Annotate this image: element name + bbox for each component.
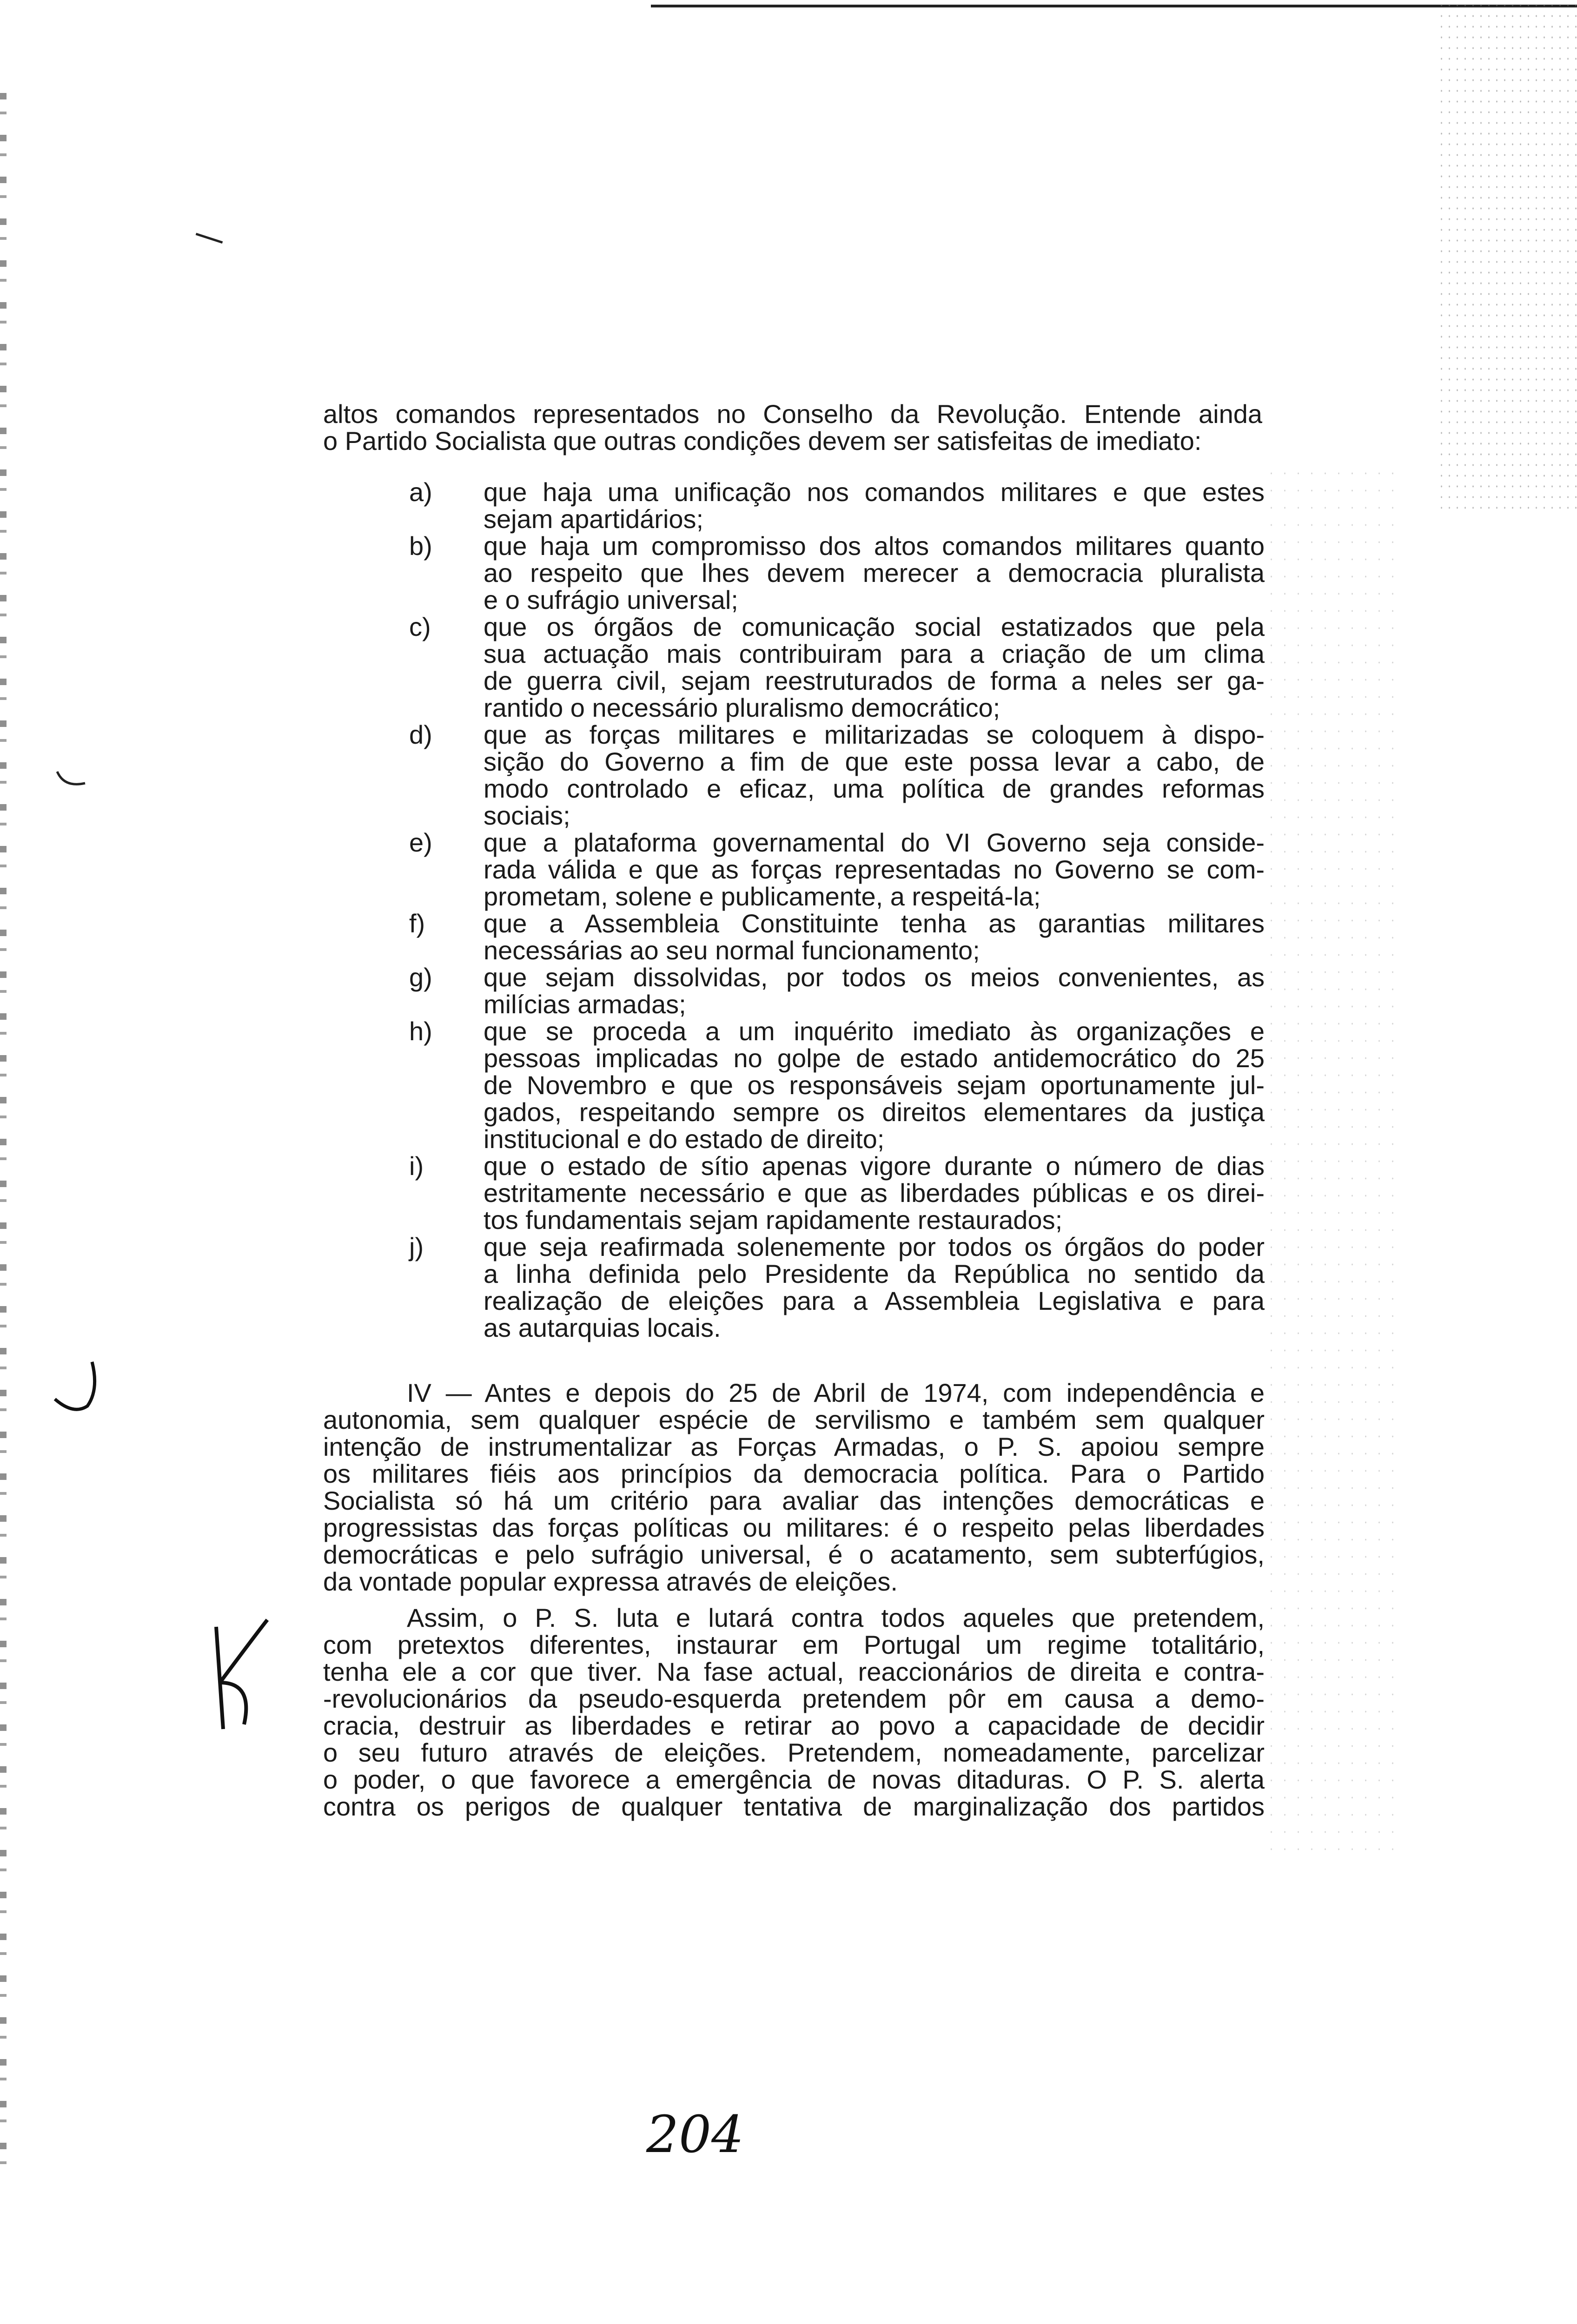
paragraph-line: os militares fiéis aos princípios da democracia política. Para o Partido [323,1459,1265,1488]
list-item [323,964,1265,1018]
paragraph-line: Socialista só há um critério para avaliar das intenções democráticas e [323,1486,1265,1515]
list-item-line: que se proceda a um inquérito imediato às organizações e [484,1017,1265,1046]
list-item-line: sua actuação mais contribuiram para a criação de um clima [484,639,1265,668]
paragraph-line: democráticas e pelo sufrágio universal, é o acatamento, sem subterfúgios, [323,1540,1265,1569]
list-item-line: institucional e do estado de direito; [484,1124,885,1154]
list-item-line: as autarquias locais. [484,1313,721,1342]
list-item-line: modo controlado e eficaz, uma política de grandes reformas [484,774,1265,803]
paragraph-line: contra os perigos de qualquer tentativa de marginalização dos partidos [323,1792,1265,1821]
paragraph-line: Assim, o P. S. luta e lutará contra todos aqueles que pretendem, [407,1603,1265,1632]
scan-left-edge [0,93,7,2185]
list-item-line: de guerra civil, sejam reestruturados de forma a neles ser ga- [484,666,1265,695]
handwritten-dash-mark [196,233,223,244]
list-item [323,721,1265,829]
list-item-label: e) [409,828,432,857]
list-item-line: sejam apartidários; [484,504,704,534]
conditions-list [323,479,1265,1341]
paragraph-line: tenha ele a cor que tiver. Na fase actual, reaccionários de direita e contra- [323,1657,1265,1686]
list-item [323,614,1265,721]
list-item-line: e o sufrágio universal; [484,585,738,614]
list-item [323,829,1265,910]
list-item-label: j) [409,1232,424,1261]
list-item [323,1018,1265,1153]
list-item-label: a) [409,477,432,507]
list-item [323,1153,1265,1234]
list-item-line: que haja um compromisso dos altos comandos militares quanto [484,531,1265,561]
list-item-line: que a Assembleia Constituinte tenha as garantias militares [484,909,1265,938]
paragraph-line: autonomia, sem qualquer espécie de servilismo e também sem qualquer [323,1405,1265,1434]
list-item-label: h) [409,1017,432,1046]
list-item-line: que haja uma unificação nos comandos militares e que estes [484,477,1265,507]
list-item-line: que o estado de sítio apenas vigore durante o número de dias [484,1151,1265,1181]
list-item-line: sição do Governo a fim de que este possa levar a cabo, de [484,747,1265,776]
paragraph-line: IV — Antes e depois do 25 de Abril de 1974, com independência e [407,1378,1265,1407]
intro-paragraph [323,401,1262,455]
list-item-line: que sejam dissolvidas, por todos os meios convenientes, as [484,963,1265,992]
list-item-line: que os órgãos de comunicação social estatizados que pela [484,612,1265,641]
list-item-line: pessoas implicadas no golpe de estado antidemocrático do 25 [484,1043,1265,1073]
list-item-label: g) [409,963,432,992]
list-item [323,910,1265,964]
handwritten-hook-mark [50,1357,101,1418]
list-item-line: realização de eleições para a Assembleia Legislativa e para [484,1286,1265,1315]
page-number-text: 204 [646,2105,744,2164]
list-item-line: estritamente necessário e que as liberdades públicas e os direi- [484,1178,1265,1208]
scan-noise-right [1265,465,1404,1859]
scan-noise-top-right [1438,0,1577,511]
list-item-line: rada válida e que as forças representadas no Governo se com- [484,855,1265,884]
section-iv [323,1380,1265,1820]
list-item-line: de Novembro e que os responsáveis sejam oportunamente jul- [484,1070,1265,1100]
paragraph-line: o seu futuro através de eleições. Pretendem, nomeadamente, parcelizar [323,1738,1265,1767]
paragraph-line: intenção de instrumentalizar as Forças Armadas, o P. S. apoiou sempre [323,1432,1265,1461]
list-item-label: d) [409,720,432,749]
list-item-label: i) [409,1151,424,1181]
list-item-line: que a plataforma governamental do VI Governo seja conside- [484,828,1265,857]
handwritten-k-mark [188,1613,272,1734]
paragraph-line: com pretextos diferentes, instaurar em Portugal um regime totalitário, [323,1630,1265,1659]
list-item-line: prometam, solene e publicamente, a respeitá-la; [484,882,1041,911]
list-item-line: ao respeito que lhes devem merecer a democracia pluralista [484,558,1265,588]
list-item-line: necessárias ao seu normal funcionamento; [484,936,980,965]
paragraph-line: o poder, o que favorece a emergência de novas ditaduras. O P. S. alerta [323,1765,1265,1794]
intro-line: altos comandos representados no Conselho da Revolução. Entende ainda [323,399,1262,429]
paragraph-line: -revolucionários da pseudo-esquerda pretendem pôr em causa a demo- [323,1684,1265,1713]
list-item-label: b) [409,531,432,561]
list-item-line: que seja reafirmada solenemente por todos os órgãos do poder [484,1232,1265,1261]
list-item [323,1234,1265,1341]
list-item-line: rantido o necessário pluralismo democrático; [484,693,1001,722]
list-item-line: milícias armadas; [484,990,686,1019]
list-item-line: tos fundamentais sejam rapidamente restaurados; [484,1205,1063,1235]
paragraph-line: progressistas das forças políticas ou militares: é o respeito pelas liberdades [323,1513,1265,1542]
list-item [323,479,1265,533]
handwritten-page-number [637,2101,776,2171]
paragraph-line: da vontade popular expressa através de eleições. [323,1567,898,1596]
list-item-line: que as forças militares e militarizadas se coloquem à dispo- [484,720,1265,749]
list-item-line: gados, respeitando sempre os direitos elementares da justiça [484,1097,1265,1127]
list-item-label: c) [409,612,431,641]
paragraph-line: cracia, destruir as liberdades e retirar ao povo a capacidade de decidir [323,1711,1265,1740]
list-item-label: f) [409,909,425,938]
list-item-line: a linha definida pelo Presidente da República no sentido da [484,1259,1265,1288]
handwritten-arc-mark [55,767,87,795]
list-item-line: sociais; [484,801,570,830]
intro-line: o Partido Socialista que outras condições devem ser satisfeitas de imediato: [323,426,1202,456]
list-item [323,533,1265,614]
